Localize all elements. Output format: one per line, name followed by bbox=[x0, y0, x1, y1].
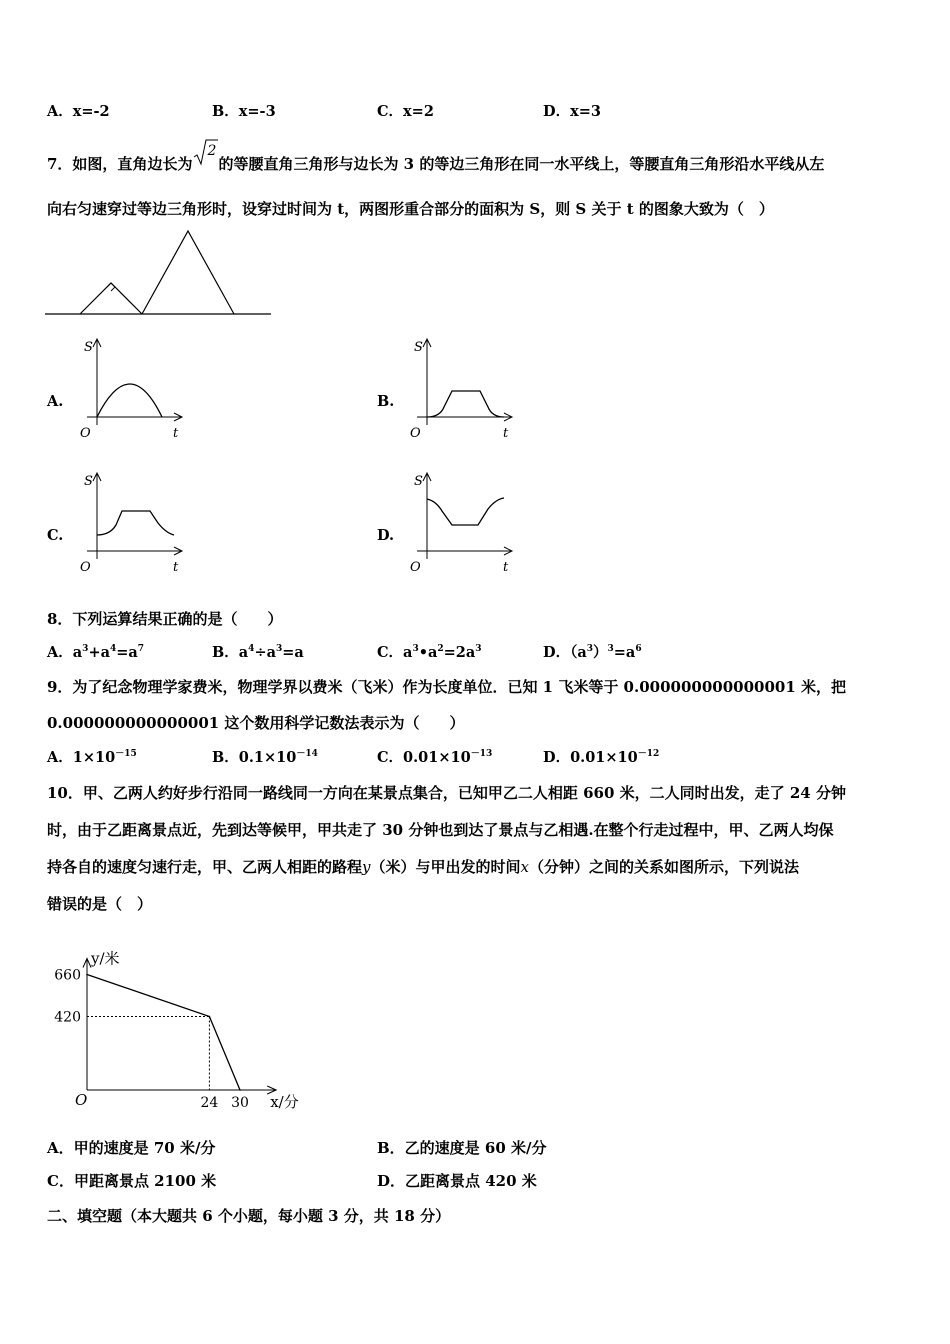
distance-time-chart bbox=[45, 925, 299, 1115]
origin-label: O bbox=[80, 560, 91, 575]
sqrt-radicand: 2 bbox=[207, 143, 217, 159]
q10-option-d: D．乙距离景点 420 米 bbox=[377, 1172, 537, 1190]
q7-label-d: D. bbox=[377, 527, 395, 544]
q7-label-a: A. bbox=[47, 393, 64, 410]
q8-option-d: D．$(a^3)^3=a^6$ bbox=[543, 644, 642, 661]
option-a: A．x=-2 bbox=[47, 103, 110, 120]
origin-label: O bbox=[410, 560, 421, 575]
triangles-figure bbox=[45, 228, 275, 323]
y-axis-label: S bbox=[84, 340, 93, 355]
var-y: y bbox=[362, 858, 371, 876]
question-7-stem-line2: 向右匀速穿过等边三角形时，设穿过时间为 t，两图形重合部分的面积为 S，则 S 关于 t 的图象大致为（ ） bbox=[47, 200, 774, 218]
curve-d bbox=[427, 498, 504, 525]
y-axis-label: S bbox=[414, 474, 423, 489]
graph-d bbox=[400, 469, 520, 579]
question-10-stem-line3: 持各自的速度匀速行走，甲、乙两人相距的路程y（米）与甲出发的时间x（分钟）之间的关系如图所示，下列说法 bbox=[47, 858, 799, 876]
sqrt-symbol bbox=[192, 143, 218, 169]
y-tick-label: 420 bbox=[54, 1009, 81, 1026]
question-10-stem-line4: 错误的是（ ） bbox=[47, 895, 153, 913]
question-9-stem-line1: 9．为了纪念物理学家费米，物理学界以费米（飞米）作为长度单位．已知 1 飞米等于 0.000000000000001 米，把 bbox=[47, 678, 846, 696]
q10-option-c: C．甲距离景点 2100 米 bbox=[47, 1172, 217, 1190]
option-c: C．x=2 bbox=[377, 103, 434, 120]
x-axis-label: t bbox=[173, 560, 179, 575]
section-2-heading: 二、填空题（本大题共 6 个小题，每小题 3 分，共 18 分） bbox=[47, 1207, 451, 1225]
isosceles-right-triangle bbox=[80, 283, 142, 314]
var-x: x bbox=[520, 858, 529, 876]
q7-label-c: C. bbox=[47, 527, 64, 544]
q7-label-b: B. bbox=[377, 393, 395, 410]
chart-xlabel: x/分 bbox=[270, 1093, 299, 1111]
graph-c bbox=[70, 469, 190, 579]
question-9-stem-line2: 0.000000000000001 这个数用科学记数法表示为（ ） bbox=[47, 714, 465, 732]
question-10-stem-line1: 10．甲、乙两人约好步行沿同一路线同一方向在某景点集合，已知甲乙二人相距 660 米，二人同时出发，走了 24 分钟 bbox=[47, 784, 846, 802]
data-point bbox=[86, 974, 88, 976]
curve-a bbox=[97, 384, 162, 417]
q8-option-c: C．$a^3•a^2=2a^3$ bbox=[377, 644, 482, 661]
option-b: B．x=-3 bbox=[212, 103, 276, 120]
q7-text-b: 的等腰直角三角形与边长为 3 的等边三角形在同一水平线上，等腰直角三角形沿水平线从左 bbox=[218, 155, 825, 173]
question-10-stem-line2: 时，由于乙距离景点近，先到达等候甲，甲共走了 30 分钟也到达了景点与乙相遇.在整个行走过程中，甲、乙两人均保 bbox=[47, 821, 834, 839]
y-axis-label: S bbox=[84, 474, 93, 489]
x-axis-label: t bbox=[503, 426, 509, 441]
graph-a bbox=[70, 335, 190, 445]
equilateral-triangle bbox=[142, 231, 234, 314]
question-8-stem: 8．下列运算结果正确的是（ ） bbox=[47, 610, 283, 628]
question-7-stem-line1 bbox=[47, 143, 825, 174]
q9-option-c: C．$0.01\times 10^{-13}$ bbox=[377, 749, 493, 766]
q8-option-a: A．$a^3+a^4=a^7$ bbox=[47, 644, 145, 661]
x-axis-label: t bbox=[503, 560, 509, 575]
origin-label: O bbox=[410, 426, 421, 441]
curve-c bbox=[97, 511, 174, 535]
chart-ylabel: y/米 bbox=[91, 949, 120, 968]
y-axis-label: S bbox=[414, 340, 423, 355]
data-point bbox=[239, 1089, 241, 1091]
q9-option-b: B．$0.1\times 10^{-14}$ bbox=[212, 749, 318, 766]
x-tick-label: 30 bbox=[231, 1095, 249, 1111]
chart-origin: O bbox=[75, 1091, 88, 1109]
y-tick-label: 660 bbox=[54, 967, 81, 984]
x-axis-label: t bbox=[173, 426, 179, 441]
q7-text-a: 7．如图，直角边长为 bbox=[47, 155, 193, 173]
q9-option-a: A．$1\times 10^{-15}$ bbox=[47, 749, 137, 766]
option-d: D．x=3 bbox=[543, 103, 601, 120]
origin-label: O bbox=[80, 426, 91, 441]
graph-b bbox=[400, 335, 520, 445]
q10-option-a: A．甲的速度是 70 米/分 bbox=[47, 1139, 216, 1157]
q9-option-d: D．$0.01\times 10^{-12}$ bbox=[543, 749, 660, 766]
curve-b bbox=[427, 391, 504, 417]
q10-option-b: B．乙的速度是 60 米/分 bbox=[377, 1139, 547, 1157]
series-line bbox=[87, 975, 240, 1091]
right-angle-mark bbox=[107, 283, 115, 291]
x-tick-label: 24 bbox=[200, 1095, 219, 1111]
q8-option-b: B．$a^4\div a^3=a$ bbox=[212, 644, 304, 661]
